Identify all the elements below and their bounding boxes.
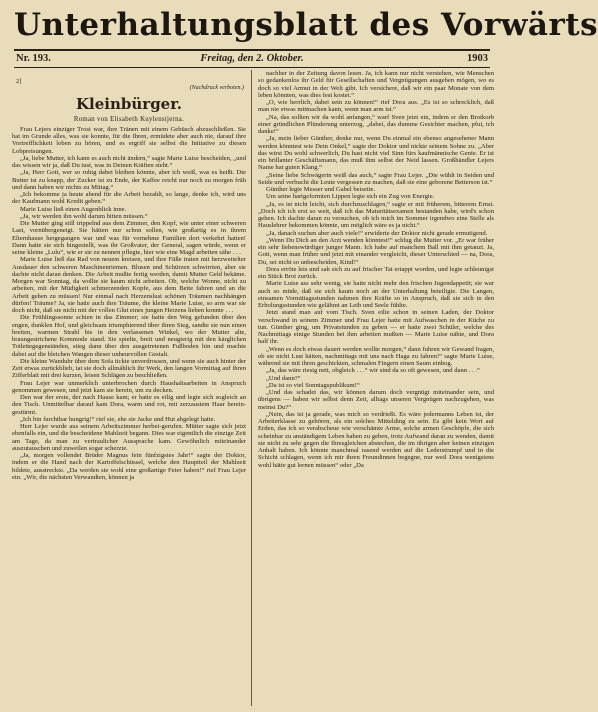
- article-paragraph: „Wenn Du Dich an den Arzt wenden könntest!“ schlug die Mutter vor. „Er war früher ein sehr liebenswürdiger junger Mann. Ich habe auf manchem Ball mit ihm getanzt. Ja, Gott, wenn man früher und jetzt mit einander vergleicht, dieser Unterschied — na, Dora, Du, sei nicht so unbescheiden, Kind!“: [258, 236, 494, 266]
- left-column: [12, 70, 246, 708]
- article-paragraph: „Wenn es doch etwas dauert werden wollte morgen,“ dann fuhren wir Gewand fragen, ob sie nicht Lust hätten, nachmittags mit uns nach Haga zu fahren!“ sagte Marie Luise, während sie mit ihren geschickten, schmalen Fingern einen Saum einbog.: [258, 345, 494, 367]
- masthead-title: Unterhaltungsblatt des Vorwärts: [14, 7, 598, 43]
- column-divider: [251, 70, 252, 706]
- article-paragraph: „Nein, das ist ja gerade, was mich so verdrießt. Es wäre jedermanns Leben ist, der Arbeiterklasse zu gehören, als ein solches Mittelding zu sein. Es gibt kein Wort auf Erden, das ich so verabscheue wie verschämte Arme, solche armen Geschöpfe, die sich scheinbar zu anständigem Leben haben zu geben, trotz Aufwand daran zu wenden, damit sie nicht zu sehr gegen die Ihresgleichen abstechen, die im übrigen aber keinen einzigen Anhalt haben. Ich könnte manchmal rasend werden auf die Lederstrumpf und in die Schicht schlagen, wenn ich mir ihren Freundinnen begegne, nur weil Dora wenigstens wohl hätte gut lernen müssen“ oder „Da: [258, 410, 494, 469]
- article-paragraph: Marie Luise ass sehr wenig, sie hatte nicht mehr den frischen Jugendappetit; sie war auch so müde, daß sie sich kaum noch an der Unterhaltung beteiligte. Die Langen, einsamen Vormittagsstunden nahmen ihre Kräfte so in Anspruch, daß sie sich in den Erholungsstunden wie gelähmt an Leib und Seele fühlte.: [258, 280, 494, 309]
- reprint-notice: (Nachdruck verboten.): [189, 85, 244, 92]
- article-paragraph: Frau Lejers einziger Trost war, ihre Tränen mit einem Gebüsch abzuschließen. Sie hat im Grunde alles, was sie konnte, für die Ihren, ermüdete aber auch nie, darauf ihre Vortrefflichkeit loben zu hören, und es ergriff sie selbst die Initiative zu diesen Lobpreisungen.: [12, 125, 246, 155]
- story-title: Kleinbürger.: [76, 94, 182, 113]
- article-paragraph: „Und dann?“: [266, 374, 301, 382]
- article-paragraph: „Ich bekomme ja heute abend für die Arbeit bezahlt, so lange, denke ich, wird uns der Kaufmann wohl Kredit geben.“: [12, 191, 246, 206]
- article-paragraph: Herr Lejer wurde aus seinem Arbeitszimmer herbei-gerufen. Mütter sagte sich jetzt ebenfalls ein, und die bescheidene Mahlzeit begann. Dies war eigentlich die einzige Zeit am Tage, da man zu vertraulicher Aussprache kam. Gewöhnlich miteinander auszutauschen und zuweilen sogar scherzte.: [12, 423, 246, 452]
- article-paragraph: „Ja, danach suchen aber auch viele!“ erwiderte der Doktor nicht gerade ermutigend.: [266, 229, 488, 237]
- issue-info-bar: [14, 49, 490, 68]
- article-paragraph: Die Mutter ging still trippelnd aus dem Zimmer, den Kopf, wie unter einer schweren Last, vornübergeneigt. Sie hätten nur schon sollen, wie großartig es in ihrem Elternhause hergegangen war und was für vornehme Familien dort verkehrt hatten! Dann hatte sie sich hingestellt, was ihr Großvater, der General, sagen würde, wenn er seine kleine „Lulu“, wie er sie zu nennen pflegte, hier wie eine Magd arbeiten sähe . . .: [12, 220, 246, 256]
- issue-date: Freitag, den 2. Oktober.: [200, 53, 304, 64]
- article-paragraph: „Ja, wir werden ihn wohl darum bitten müssen.“: [20, 212, 148, 220]
- article-paragraph: Frau Lejer war unmerklich unterbrochen durch Haushaltsarbeiten in Anspruch genommen gewesen, und jetzt kam sie herein, um zu decken.: [12, 379, 246, 394]
- article-paragraph: „Ja, das wäre riesig nett, obgleich . . .“ wir sind da so oft gewesen, und dann . . .“: [266, 367, 480, 375]
- right-column: [258, 70, 494, 708]
- article-paragraph: „O, wie herrlich, dabei sein zu können!“ rief Dora aus. „Es ist so schrecklich, daß man nie etwas mitmachen kann, wenn man arm ist.“: [258, 99, 494, 114]
- article-paragraph: Marie Luise ließ einen Augenblick inne.: [20, 205, 127, 213]
- article-paragraph: nachher in der Zeitung davon lesen. Ja, ich kann nur nicht verstehen, wie Menschen so gedankenlos ihr Geld für Gesellschaften und Vergnügungen ausgeben mögen, wo es doch so viel Armut in der Welt gibt. Ich versichere, daß wir ein paar Monate von dem leben könnten, was dies fest kostet.“: [258, 70, 494, 99]
- story-byline: Roman von Elisabeth Kuylenstjerna.: [73, 115, 185, 123]
- article-paragraph: Marie Luise ließ das Rad von neuem kreisen, und ihre Füße traten mit herzweitelter Ausdauer den schweren Maschinenriemen. Blusen und Schürzen schwirrten, aber sie dachte nicht daran denken. Die Arbeit mußte fertig werden, damit Mutter Geld bekäme. Morgen war Sonntag, da wollte sie kaum nicht arbeiten. Ob, welche Wonne, nicht zu arbeiten, mit der Müdigkeit schmerzenden Kopfe, aus dem Bette fahren und an die Arbeit gehen zu müssen! Nur einmal nach Herzenslust schönen Träumen nachhängen dürfen! Träume? Ja, sie hatte auch ihre Träume, die kleine Marie Luise, so arm war sie doch nicht, daß sie nicht mit der vollen Glut eines jungen Herzens lieben konnte . . .: [12, 256, 246, 314]
- article-paragraph: „Ja, mein lieber Günther, denke nur, wenn Du einmal ein ebenso angesehener Mann werden könntest wie Dein Onkel,“ sagte der Doktor und nickte seinem Sohne zu. „Aber das wirst Du wohl schwerlich, Du hast nicht viel Sinn fürs kaufmännische Genie. Er ist ein brillanter Geschäftsmann, das muß ihm selbst der Neid lassen. Großhändler Lejers Name hat guten Klang.“: [258, 135, 494, 172]
- article-paragraph: Die kleine Wanduhr über dem Sofa tickte unverdrossen, und wenn sie auch hinter der Zeit etwas zurückblieb, tat sie doch allmählich ihr Werk, den langen Vormittag auf ihren Zifferblatt mit drei kurzen, leisen Schlägen zu beschließen.: [12, 357, 246, 380]
- article-paragraph: „Da ist so viel Sonntagspublikum!“: [266, 381, 360, 389]
- article-paragraph: „Und das schadet das, wir können darum doch vergnügt miteinander sein, und übrigens — haben wir selbst denn Zeit, alltags unseren Vergnügen nachzugehen, was meinst Du?“: [258, 389, 494, 411]
- article-paragraph: Günther legte Messer und Gabel beiseite.: [266, 186, 376, 193]
- issue-number: Nr. 193.: [16, 53, 51, 64]
- article-paragraph: „Ja, Herr Gott, wer so ruhig dabei bleiben könnte, aber ich weiß, was es heißt. Die Butter ist zu knapp, der Zucker ist zu Ende, der Kaffee reicht nur noch zu morgen früh und dann haben wir nichts zu Mittag.“: [12, 169, 246, 191]
- article-paragraph: „Na, das sollten wir da wohl anfangen,“ warf Sven jetzt ein, indem er den Brotkorb einer gründlichen Plünderung unterzog, „dabei, das dumme Gesichter machen, pfui, ich danke!“: [258, 113, 494, 135]
- article-paragraph: „Ja, es ist nicht leicht, sich durchzuschlagen,“ sagte er mit früherem, bitterem Ernst. „Doch ich ich erst so weit, daß ich das Maturitätsexamen bestanden habe, wird's schon gehen. Ich dachte daran zu versuchen, ob ich mich im Sommer irgendwo eine Stelle als Hauslehrer bekommen könnte, um möglich wäre es ja nicht.“: [258, 200, 494, 230]
- article-paragraph: Jetzt stand man auf vom Tisch. Sven eilte schon in seinen Laden, der Doktor verschwand in seinem Zimmer und Frau Lejer hatte mit Aufwaschen in der Küche zu tun. Günther ging, um Privatstunden zu geben — er hatte zwei Schüler, welche des Nachmittags einige Stunden bei ihm arbeiten mußten — Marie Luise nähte, und Dora half ihr.: [258, 309, 494, 346]
- serial-part-number: 2]: [16, 78, 22, 85]
- article-paragraph: „Ich bin furchtbar hungrig!“ rief sie, ehe sie Jacke und Hut abgelegt hatte.: [20, 415, 216, 423]
- article-paragraph: „Ja, morgen vollendet Brüder Magnus fein fünfzigstes Jahr!“ sagte der Doktor, indem er die Hand nach der Kartoffelschüssel, welche den Hauptteil der Mahlzeit bildete, ausstreckte. „Da werden sie wohl eine großartige Feier haben!“ rief Frau Lejer ein. „Wir, die nächsten Verwandten, können ja: [12, 452, 246, 481]
- article-paragraph: Die Frühlingssonne schien in das Zimmer; sie hatte den Weg gefunden über den engen, dunklen Hof, und gleichsam triumphierend über ihren Sieg, sandte sie nun einen breiten, warmen Strahl bis in den verlassenen Winkel, wo der Mutter alte, braungestrichene Kommode stand. Sie spielte, breit und neugierig mit den kärglichen Toilettegegenständen, stieg dann über den ausgetretenen Fußboden hin und machte dabei auf die bleichen Wangen dieser unheurvollen Gestalt.: [12, 314, 246, 358]
- article-paragraph: „Ja, liebe Mutter, ich kann es auch nicht ändern,“ sagte Marie Luise bescheiden, „und das wissen wir ja, daß Du tust, was in Deinen Kräften steht.“: [12, 154, 246, 169]
- article-paragraph: Um seine hartgeformten Lippen legte sich ein Zug von Energie.: [266, 193, 435, 201]
- issue-year: 1903: [467, 53, 488, 64]
- article-paragraph: „Seine liebe Schwägerin weiß das auch,“ sagte Frau Lejer. „Die wühlt in Seiden und Seide und verbucht die Leute vergessen zu machen, daß sie eine geborene Betterson ist.“: [258, 171, 494, 186]
- article-paragraph: Dora erröte leis und sah sich zu auf frischer Tat ertappt worden, und legte schleunigst ein Stück Brot zurück.: [258, 265, 494, 280]
- article-paragraph: Den war der erste, der nach Hause kam; er hatte es eilig und legte sich sogleich an den Tisch. Unmittelbar darauf kam Dora, warm und rot, mit zerzaustem Haar herein-gestürmt.: [12, 394, 246, 416]
